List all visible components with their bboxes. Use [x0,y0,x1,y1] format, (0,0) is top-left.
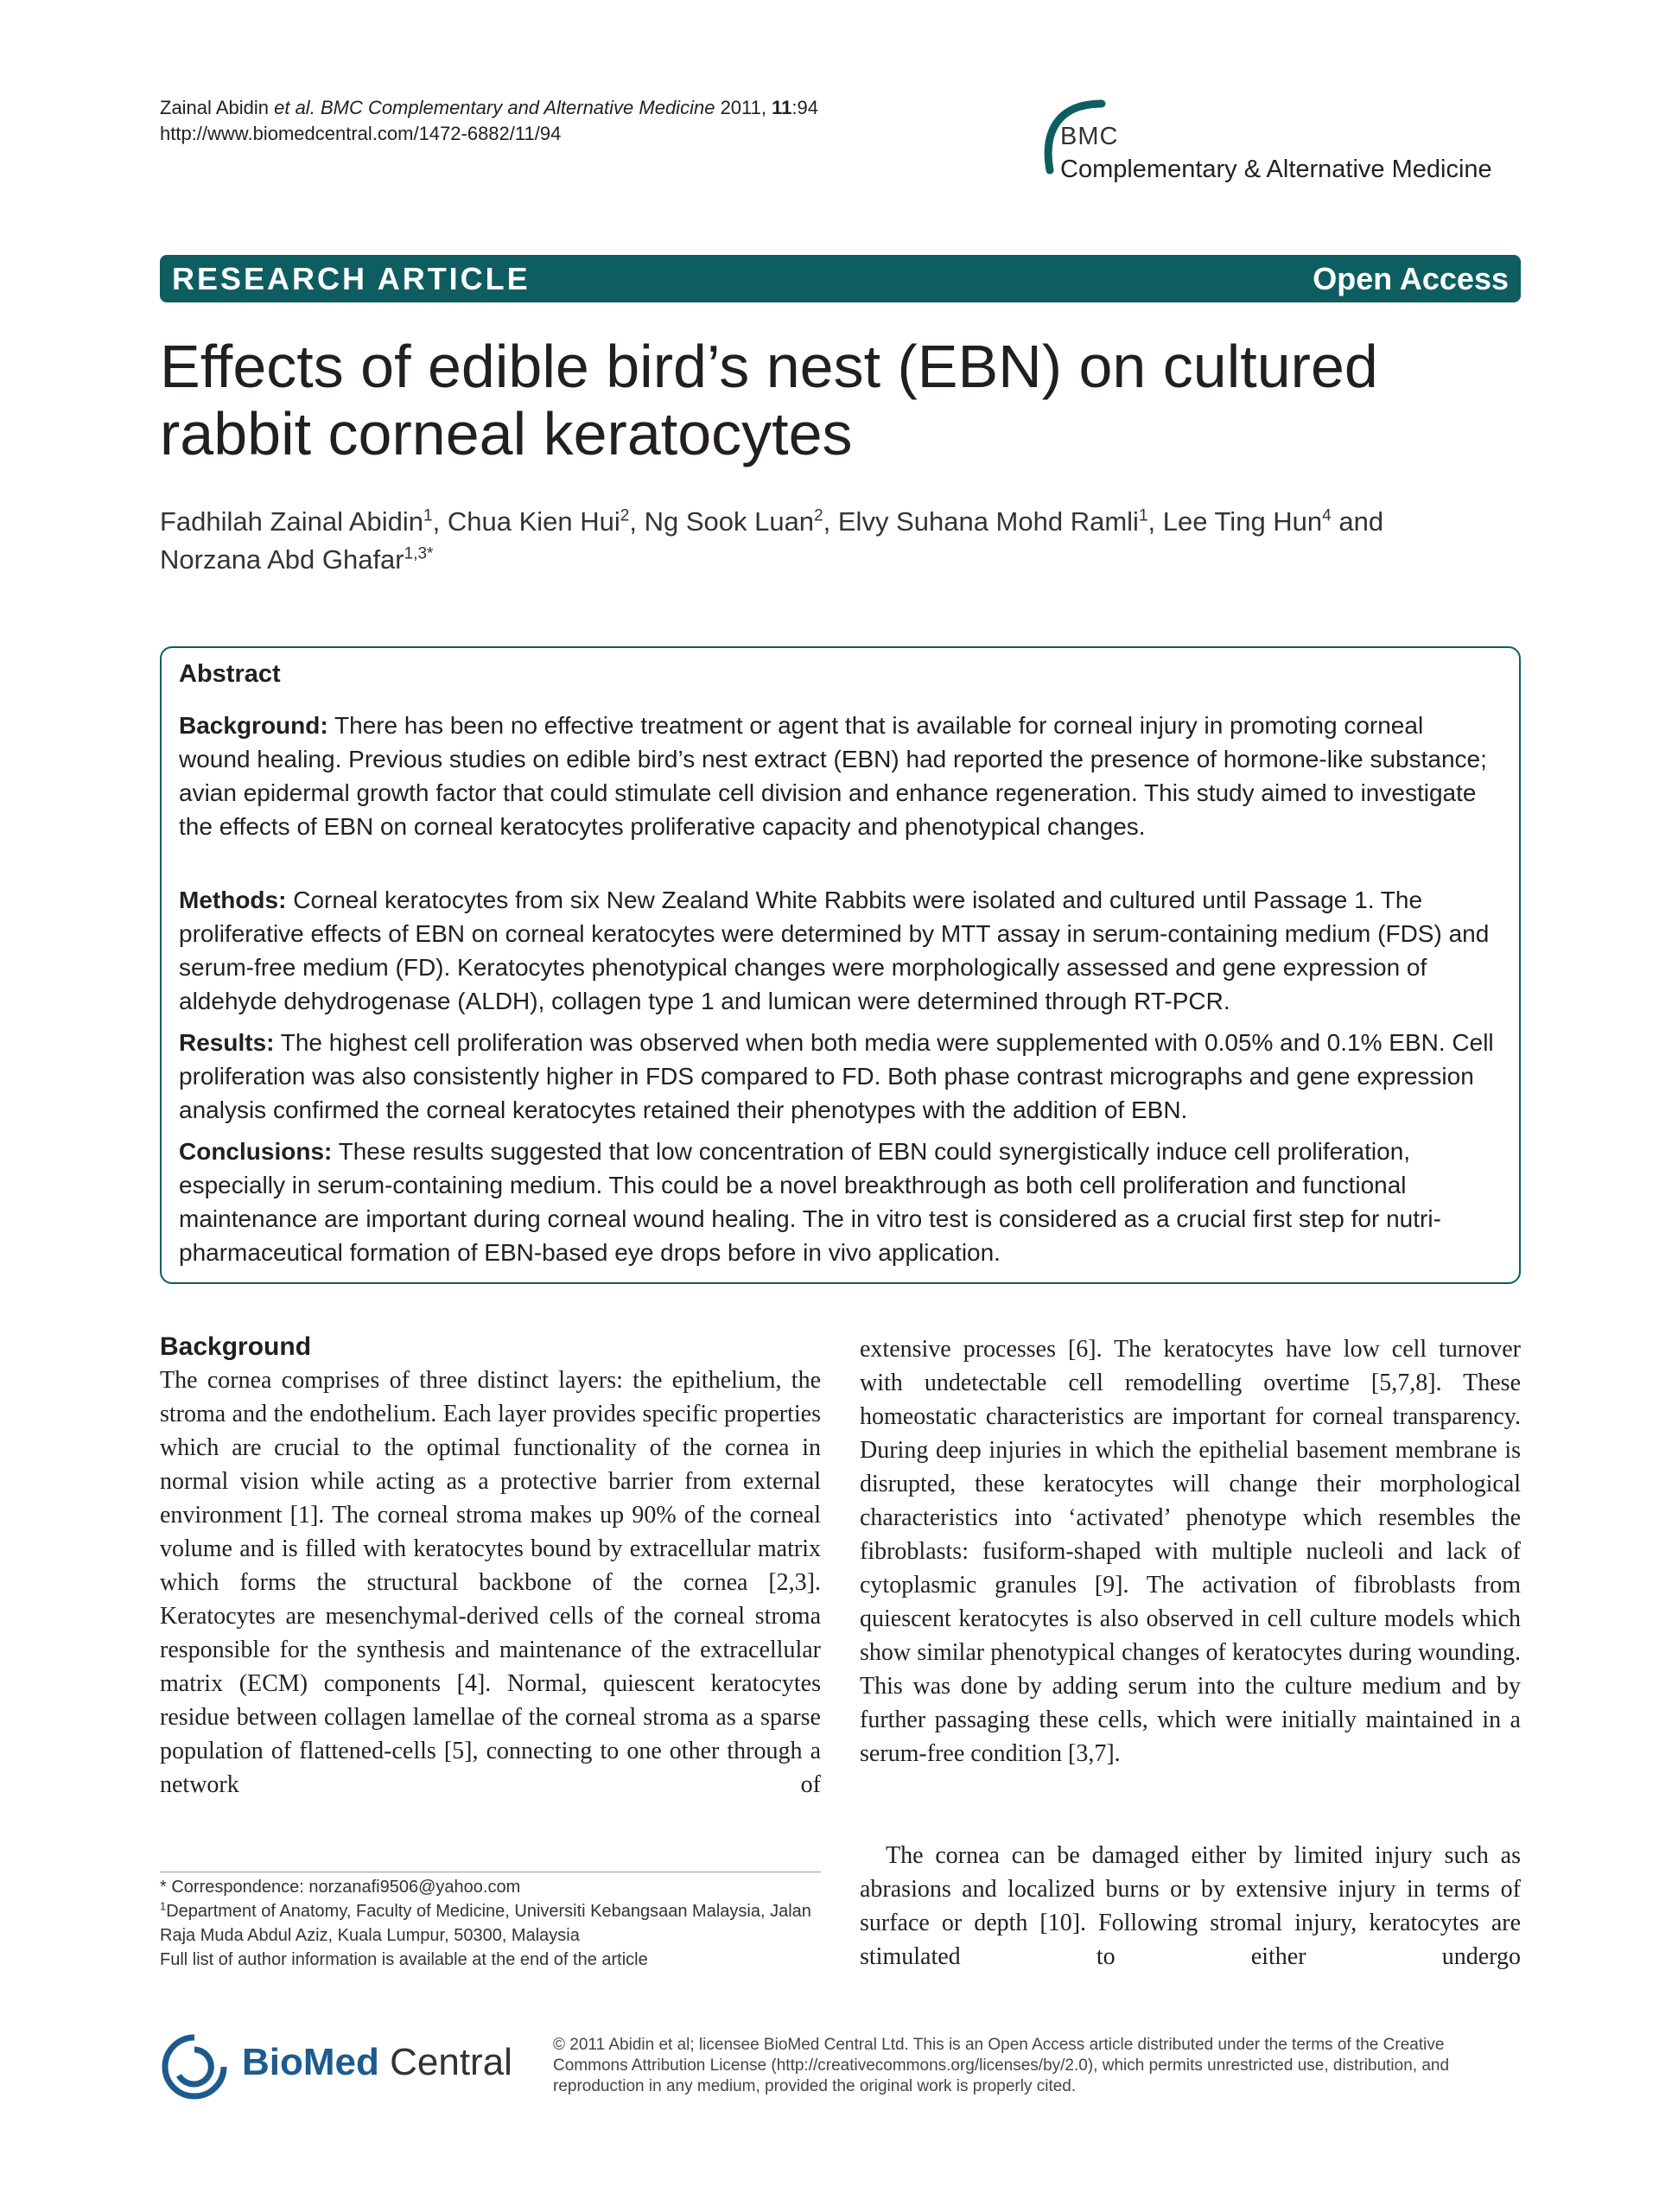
abstract-results-label: Results: [179,1029,275,1056]
author-separator: , [823,506,838,537]
abstract-methods [179,883,1501,1018]
correspondence-note: * Correspondence: norzanafi9506@yahoo.com [160,1878,521,1897]
biomed-wordmark-central: Central [378,2041,512,2083]
author-affiliation: 1 [1138,506,1148,525]
citation-et-al: et al. [274,97,315,118]
author-affiliation: 1,3* [404,544,434,563]
citation-journal: BMC Complementary and Alternative Medicine [320,97,715,118]
biomed-wordmark-bold: BioMed [242,2041,379,2083]
abstract-box [160,646,1521,1284]
background-heading: Background [160,1332,312,1361]
citation-authors: Zainal Abidin [160,97,269,118]
footnotes [160,1875,834,1972]
citation-article-number: :94 [791,97,818,118]
abstract-background [179,709,1501,843]
abstract-background-label: Background: [179,712,328,739]
title-line-1: Effects of edible bird’s nest (EBN) on cultured [160,333,1378,400]
author-affiliation: 1 [423,506,433,525]
author-info-note: Full list of author information is available at the end of the article [160,1950,648,1969]
author-affiliation: 2 [814,506,823,525]
abstract-background-text: There has been no effective treatment or agent that is available for corneal injury in promoting corneal wound healing. Previous studies on edible bird’s nest extract (EBN) had reported the presence of hormone-like substance; avian epidermal growth factor that could stimulate cell division and enhance regeneration. This study aimed to investigate the effects of EBN on corneal keratocytes proliferative capacity and phenotypical changes. [179,712,1487,840]
author-separator: and [1331,506,1384,537]
abstract-results [179,1026,1501,1127]
title-line-2: rabbit corneal keratocytes [160,400,853,467]
citation-line [160,95,818,121]
biomed-logo-icon [160,2032,229,2101]
author-list [160,503,1521,579]
abstract-methods-text: Corneal keratocytes from six New Zealand White Rabbits were isolated and cultured until Passage 1. The proliferative effects of EBN on corneal keratocytes were determined by MTT assay in serum-containing medium (FDS) and serum-free medium (FD). Keratocytes phenotypical changes were morphologically assessed and gene expression of aldehyde dehydrogenase (ALDH), collagen type 1 and lumican were determined through RT-PCR. [179,887,1490,1014]
article-title [160,333,1521,467]
citation-year: 2011, [720,97,766,118]
abstract-conclusions-label: Conclusions: [179,1138,333,1165]
body-right-paragraph-2: The cornea can be damaged either by limited injury such as abrasions and localized burns or by extensive injury in terms of surface or depth [10]. Following stromal injury, keratocytes are stimulated to either undergo [860,1842,1521,1970]
author-name: Lee Ting Hun [1162,506,1323,537]
author-separator: , [432,506,448,537]
article-type-banner [160,255,1521,302]
license-statement: © 2011 Abidin et al; licensee BioMed Central Ltd. This is an Open Access article distributed under the terms of the Creative Commons Attribution License (http://creativecommons.org/licenses/by/2.0), which permits unrestricted use, distribution, and reproduction in any medium, provided the original work is properly cited. [553,2036,1450,2095]
article-type-label: RESEARCH ARTICLE [172,261,531,296]
author-name: Fadhilah Zainal Abidin [160,506,424,537]
author-affiliation: 2 [620,506,630,525]
author-name: Elvy Suhana Mohd Ramli [837,506,1139,537]
bmc-logo-text: BMC [1060,123,1119,150]
abstract-conclusions [179,1135,1501,1269]
body-left-paragraph: The cornea comprises of three distinct layers: the epithelium, the stroma and the endothelium. Each layer provides specific properties which are crucial to the optimal functionality of the cornea in normal vision while acting as a protective barrier from external environment [1]. The corneal stroma makes up 90% of the corneal volume and is filled with keratocytes bound by extracellular matrix which forms the structural backbone of the cornea [2,3]. Keratocytes are mesenchymal-derived cells of the corneal stroma responsible for the synthesis and maintenance of the extracellular matrix (ECM) components [4]. Normal, quiescent keratocytes residue between collagen lamellae of the corneal stroma as a sparse population of flattened-cells [5], connecting to one other through a network of [160,1367,821,1798]
open-access-label: Open Access [1313,261,1509,296]
biomed-wordmark [242,2041,512,2084]
author-separator: , [1147,506,1163,537]
author-separator: , [629,506,645,537]
bmc-journal-title: Complementary & Alternative Medicine [1060,156,1492,183]
abstract-methods-label: Methods: [179,887,287,913]
author-name: Norzana Abd Ghafar [160,544,404,575]
abstract-conclusions-text: These results suggested that low concentration of EBN could synergistically induce cell proliferation, especially in serum-containing medium. This could be a novel breakthrough as both cell proliferation and functional maintenance are important during corneal wound healing. The in vitro test is considered as a crucial first step for nutri-pharmaceutical formation of EBN-based eye drops before in vivo application. [179,1138,1441,1266]
abstract-heading: Abstract [179,660,281,688]
affiliation-number: 1 [160,1899,167,1913]
biomed-central-logo [160,2032,523,2101]
journal-logo [1041,97,1525,192]
author-affiliation: 4 [1322,506,1332,525]
citation-header [160,95,818,147]
article-url[interactable]: http://www.biomedcentral.com/1472-6882/11/94 [160,123,562,144]
author-name: Ng Sook Luan [644,506,815,537]
affiliation-text: Department of Anatomy, Faculty of Medicine, Universiti Kebangsaan Malaysia, Jalan Raja Muda Abdul Aziz, Kuala Lumpur, 50300, Malaysia [160,1902,811,1945]
affiliation-note [160,1899,834,1948]
citation-volume: 11 [772,97,792,118]
abstract-results-text: The highest cell proliferation was observed when both media were supplemented with 0.05% and 0.1% EBN. Cell proliferation was also consistently higher in FDS compared to FD. Both phase contrast micrographs and gene expression analysis confirmed the corneal keratocytes retained their phenotypes with the addition of EBN. [179,1029,1494,1123]
author-name: Chua Kien Hui [447,506,620,537]
body-right-paragraph-1: extensive processes [6]. The keratocytes have low cell turnover with undetectable cell remodelling overtime [5,7,8]. These homeostatic characteristics are important for corneal transparency. During deep injuries in which the epithelial basement membrane is disrupted, these keratocytes will change their morphological characteristics into ‘activated’ phenotype which resembles the fibroblasts: fusiform-shaped with multiple nucleoli and lack of cytoplasmic granules [9]. The activation of fibroblasts from quiescent keratocytes is also observed in cell culture models which show similar phenotypical changes of keratocytes during wounding. This was done by adding serum into the culture medium and by further passaging these cells, which were initially maintained in a serum-free condition [3,7]. [860,1336,1521,1767]
